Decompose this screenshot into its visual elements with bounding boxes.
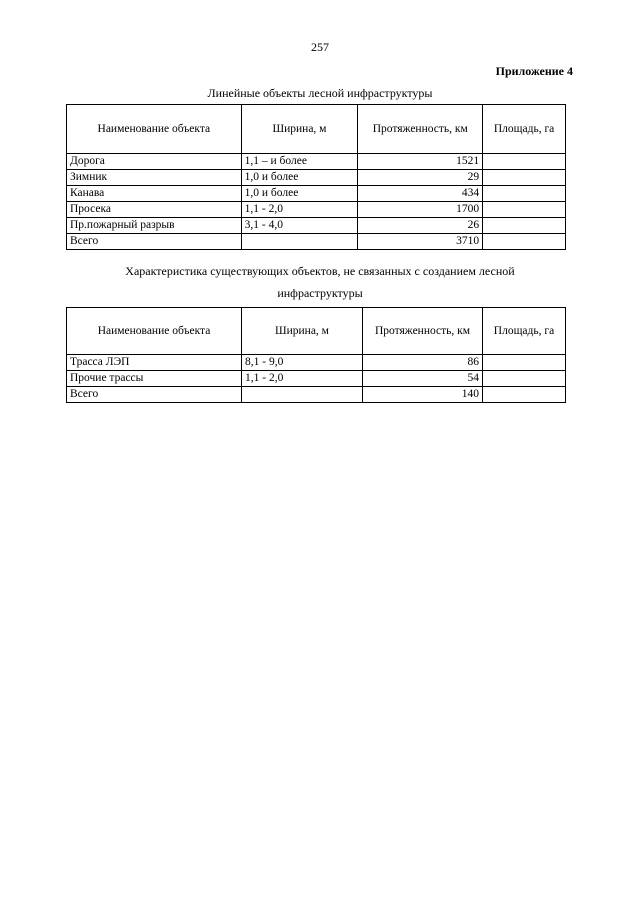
cell-width: 8,1 - 9,0 [242,355,363,371]
cell-area [483,202,566,218]
table-row [67,218,566,234]
cell-width: 1,1 - 2,0 [242,371,363,387]
cell-name: Всего [67,234,242,250]
table-row [67,154,566,170]
cell-name: Прочие трассы [67,371,242,387]
cell-area [483,170,566,186]
cell-area [483,387,566,403]
cell-area [483,355,566,371]
appendix-label: Приложение 4 [495,64,573,78]
cell-name: Пр.пожарный разрыв [67,218,242,234]
table2-caption-line2: инфраструктуры [277,286,363,300]
cell-length: 26 [358,218,483,234]
cell-area [483,234,566,250]
cell-length: 1521 [358,154,483,170]
header-width: Ширина, м [242,308,363,355]
table-row [67,202,566,218]
table-row [67,371,566,387]
header-length: Протяженность, км [358,105,483,154]
header-length: Протяженность, км [363,308,483,355]
cell-width: 1,1 – и более [241,154,358,170]
cell-area [483,154,566,170]
header-name: Наименование объекта [67,105,242,154]
cell-length: 86 [363,355,483,371]
cell-area [483,371,566,387]
cell-length: 54 [363,371,483,387]
header-width: Ширина, м [241,105,358,154]
cell-area [483,218,566,234]
cell-name: Просека [67,202,242,218]
cell-width: 1,1 - 2,0 [241,202,358,218]
table-row [67,170,566,186]
cell-length: 3710 [358,234,483,250]
cell-name: Всего [67,387,242,403]
table2-caption-line1: Характеристика существующих объектов, не связанных с созданием лесной [125,264,515,278]
existing-objects-table [66,307,566,403]
table-header-row [67,105,566,154]
cell-length: 1700 [358,202,483,218]
cell-width: 3,1 - 4,0 [241,218,358,234]
cell-name: Зимник [67,170,242,186]
cell-width: 1,0 и более [241,170,358,186]
cell-width: 1,0 и более [241,186,358,202]
table-header-row [67,308,566,355]
cell-name: Трасса ЛЭП [67,355,242,371]
total-row [67,387,566,403]
cell-width [242,387,363,403]
cell-length: 29 [358,170,483,186]
page-number: 257 [311,40,329,54]
linear-objects-table [66,104,566,250]
table-row [67,355,566,371]
cell-length: 140 [363,387,483,403]
table-row [67,186,566,202]
cell-area [483,186,566,202]
cell-length: 434 [358,186,483,202]
cell-name: Канава [67,186,242,202]
cell-name: Дорога [67,154,242,170]
total-row [67,234,566,250]
header-area: Площадь, га [483,105,566,154]
header-name: Наименование объекта [67,308,242,355]
header-area: Площадь, га [483,308,566,355]
table1-caption: Линейные объекты лесной инфраструктуры [207,86,433,100]
cell-width [241,234,358,250]
